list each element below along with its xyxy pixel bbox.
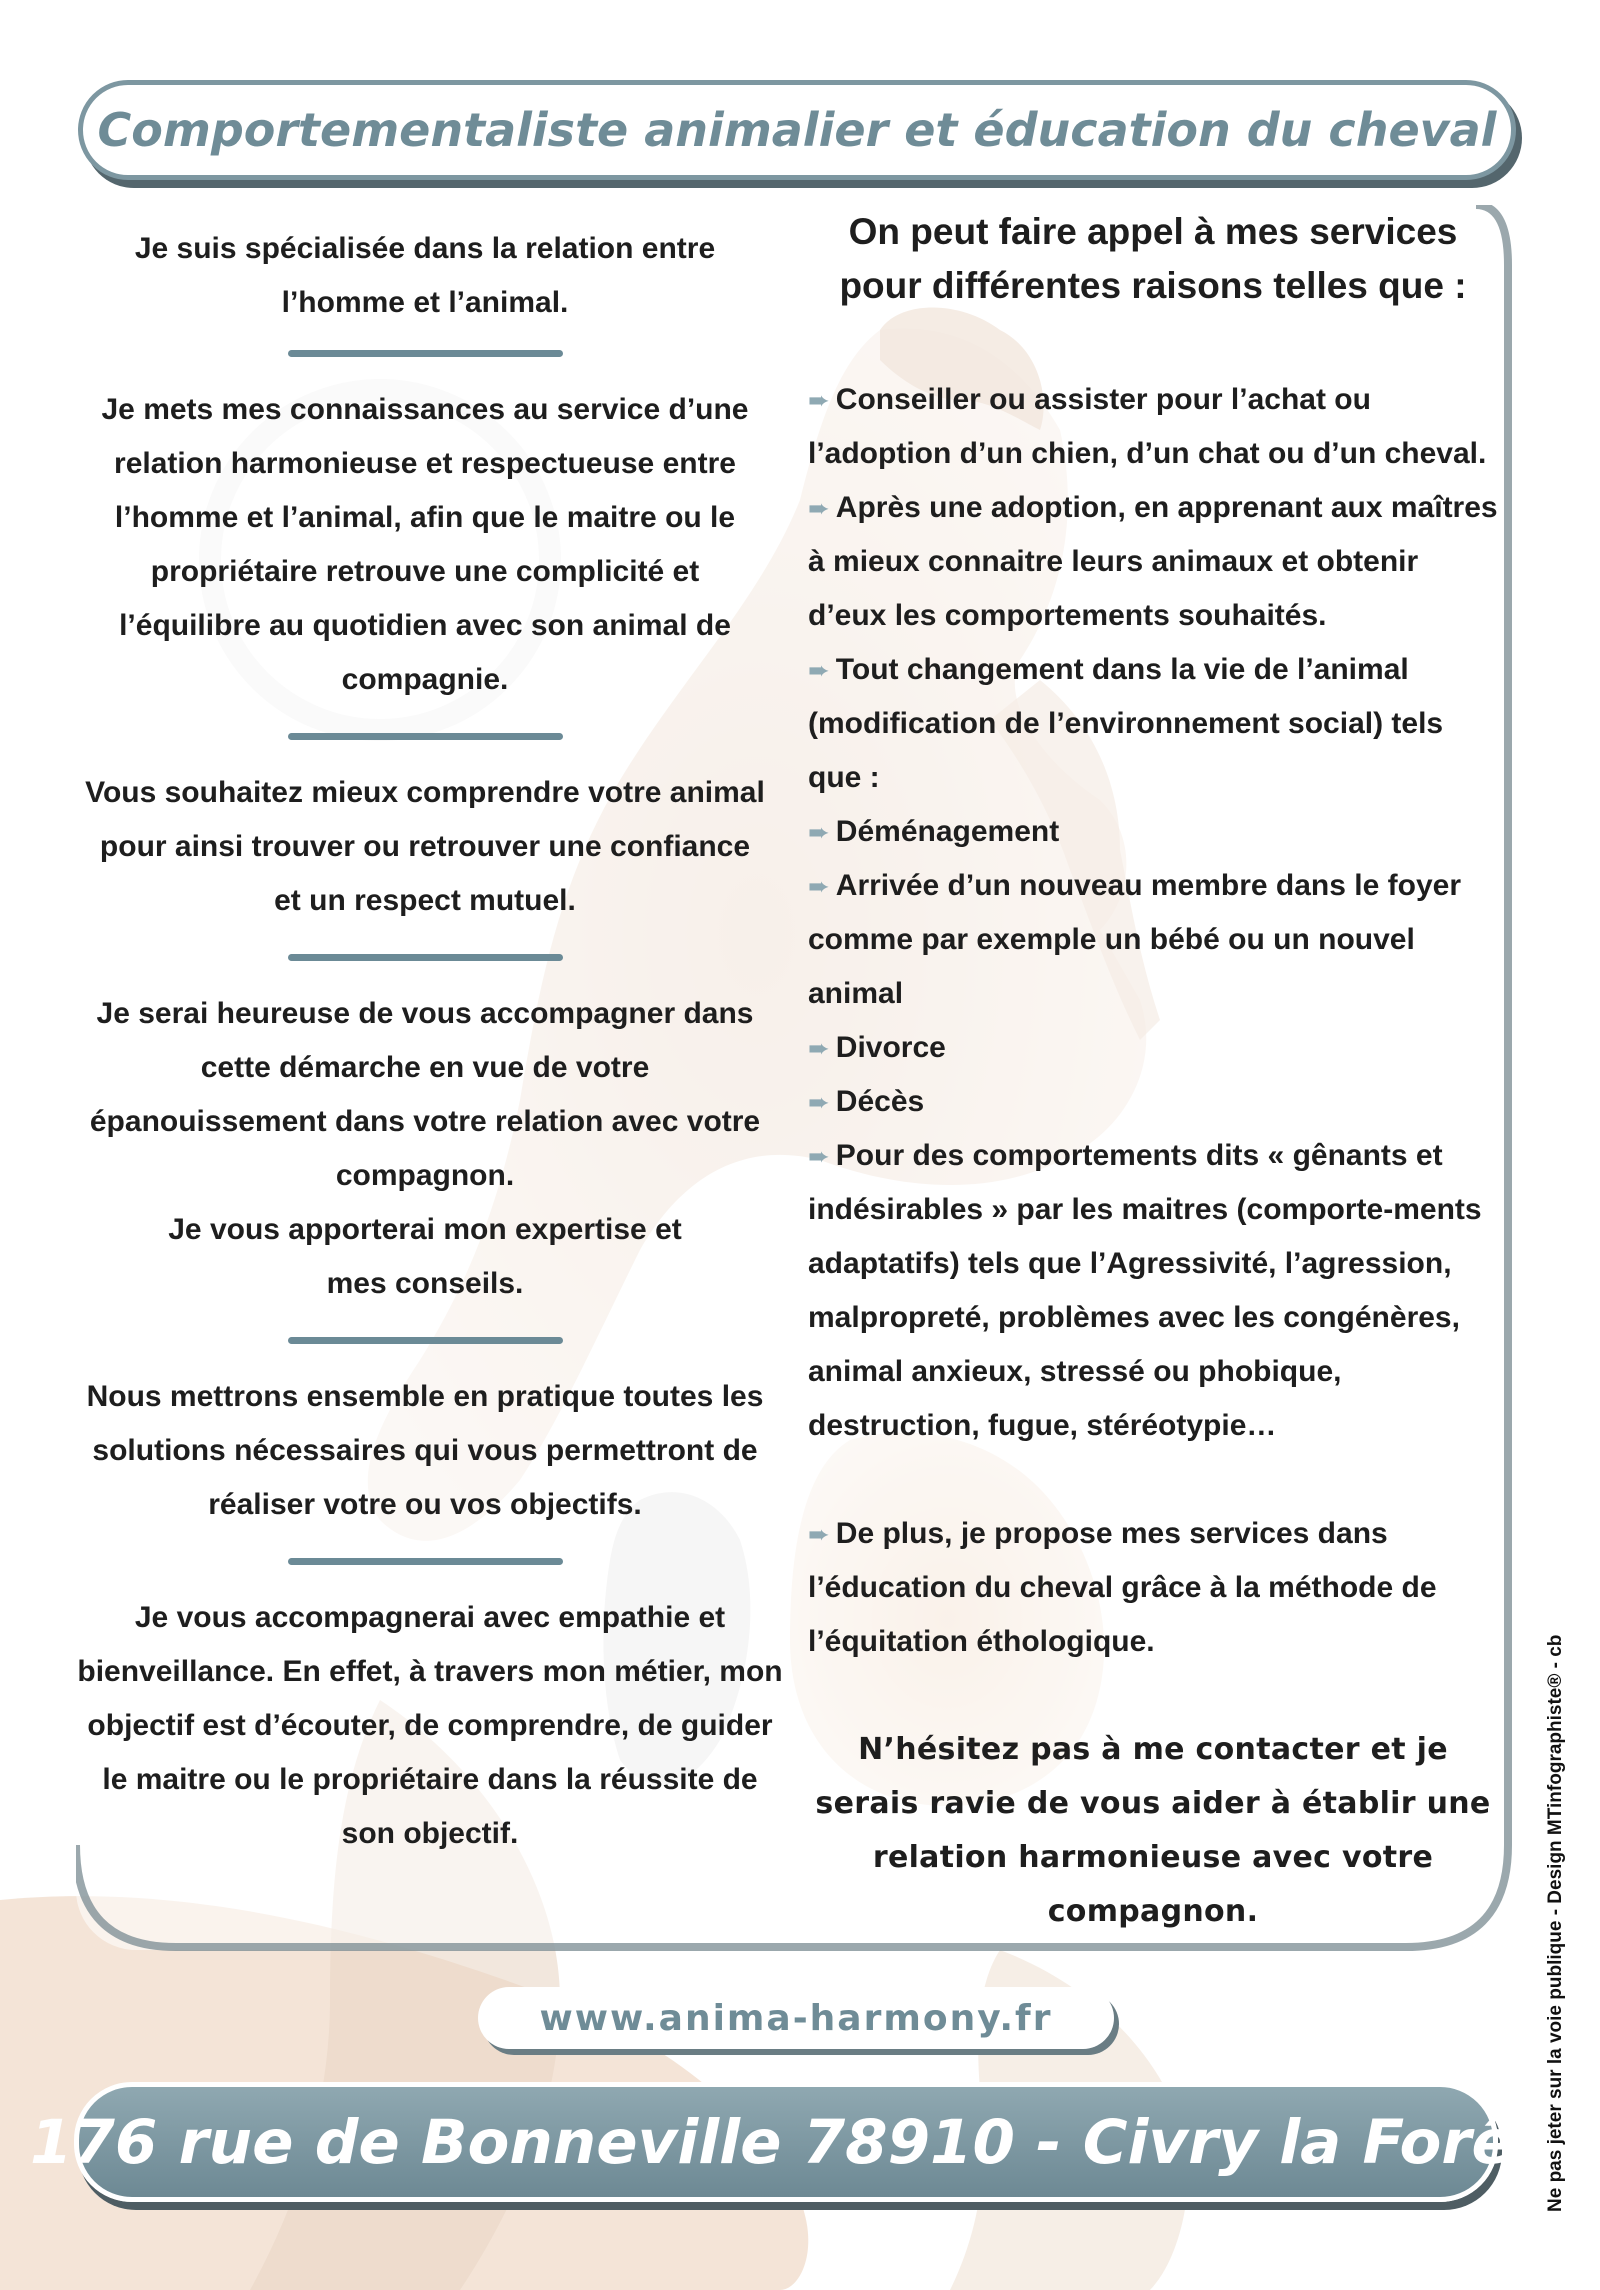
website-link[interactable]: www.anima-harmony.fr: [539, 1997, 1053, 2039]
legal-note: Ne pas jeter sur la voie publique - Design MTinfographiste® - cb: [1545, 1634, 1566, 2212]
divider: [288, 954, 563, 961]
left-column: [75, 222, 783, 1861]
closing-paragraph: N’hésitez pas à me contacter et je serais ravie de vous aider à établir une relation harmonieuse avec votre compagnon.: [815, 1732, 1491, 1929]
empathy-paragraph: Je vous accompagnerai avec empathie et bienveillance. En effet, à travers mon métier, mon objectif est d’écouter, de comprendre, de guider le maitre ou le propriétaire dans la réussite de son objectif.: [77, 1601, 783, 1850]
divider: [288, 1558, 563, 1565]
arrow-right-icon: ➨: [808, 1033, 830, 1063]
page-title: Comportementaliste animalier et éducation du cheval: [97, 103, 1497, 157]
service-item: ➨ Divorce: [808, 1031, 946, 1064]
arrow-right-icon: ➨: [808, 1519, 830, 1549]
divider: [288, 350, 563, 357]
divider: [288, 733, 563, 740]
service-item: ➨ Arrivée d’un nouveau membre dans le foyer comme par exemple un bébé ou un nouvel animal: [808, 869, 1461, 1010]
solutions-paragraph: Nous mettrons ensemble en pratique toutes les solutions nécessaires qui vous permettront de réaliser votre ou vos objectifs.: [86, 1380, 764, 1521]
knowledge-paragraph: Je mets mes connaissances au service d’une relation harmonieuse et respectueuse entre l’homme et l’animal, afin que le maitre ou le propriétaire retrouve une complicité et l’équilibre au quotidien avec son animal de compagnie.: [101, 393, 749, 696]
arrow-right-icon: ➨: [808, 1087, 830, 1117]
service-item: ➨ De plus, je propose mes services dans l’éducation du cheval grâce à la méthode de l’équitation éthologique.: [808, 1517, 1437, 1658]
arrow-right-icon: ➨: [808, 655, 830, 685]
right-column: [808, 205, 1498, 1969]
expertise-paragraph: Je vous apporterai mon expertise et mes conseils.: [168, 1213, 682, 1300]
spacer: [808, 1453, 1498, 1507]
arrow-right-icon: ➨: [808, 493, 830, 523]
address-banner: [30, 2082, 1542, 2202]
arrow-right-icon: ➨: [808, 1141, 830, 1171]
arrow-right-icon: ➨: [808, 817, 830, 847]
service-item: ➨ Déménagement: [808, 815, 1060, 848]
service-item: ➨ Décès: [808, 1085, 925, 1118]
address-text: 176 rue de Bonneville 78910 - Civry la Forêt: [30, 2106, 1542, 2178]
service-item: ➨ Pour des comportements dits « gênants et indésirables » par les maitres (comporte-ments adaptatifs) tels que l’Agressivité, l’agression, malpropreté, problèmes avec les congénères, animal anxieux, stressé ou phobique, destruction, fugue, stéréotypie…: [808, 1139, 1482, 1442]
arrow-right-icon: ➨: [808, 871, 830, 901]
understanding-paragraph: Vous souhaitez mieux comprendre votre animal pour ainsi trouver ou retrouver une confiance et un respect mutuel.: [85, 776, 765, 917]
service-item: ➨ Tout changement dans la vie de l’animal (modification de l’environnement social) tels que :: [808, 653, 1444, 794]
service-item: ➨ Après une adoption, en apprenant aux maîtres à mieux connaitre leurs animaux et obtenir d’eux les comportements souhaités.: [808, 491, 1498, 632]
accompany-paragraph: Je serai heureuse de vous accompagner dans cette démarche en vue de votre épanouissement dans votre relation avec votre compagnon.: [89, 997, 761, 1192]
intro-paragraph: Je suis spécialisée dans la relation entre l’homme et l’animal.: [134, 232, 716, 319]
service-item: ➨ Conseiller ou assister pour l’achat ou l’adoption d’un chien, d’un chat ou d’un cheval.: [808, 383, 1487, 470]
divider: [288, 1337, 563, 1344]
website-banner[interactable]: [478, 1987, 1114, 2049]
services-heading: On peut faire appel à mes services pour différentes raisons telles que :: [839, 211, 1467, 306]
arrow-right-icon: ➨: [808, 385, 830, 415]
title-banner: [78, 80, 1516, 180]
